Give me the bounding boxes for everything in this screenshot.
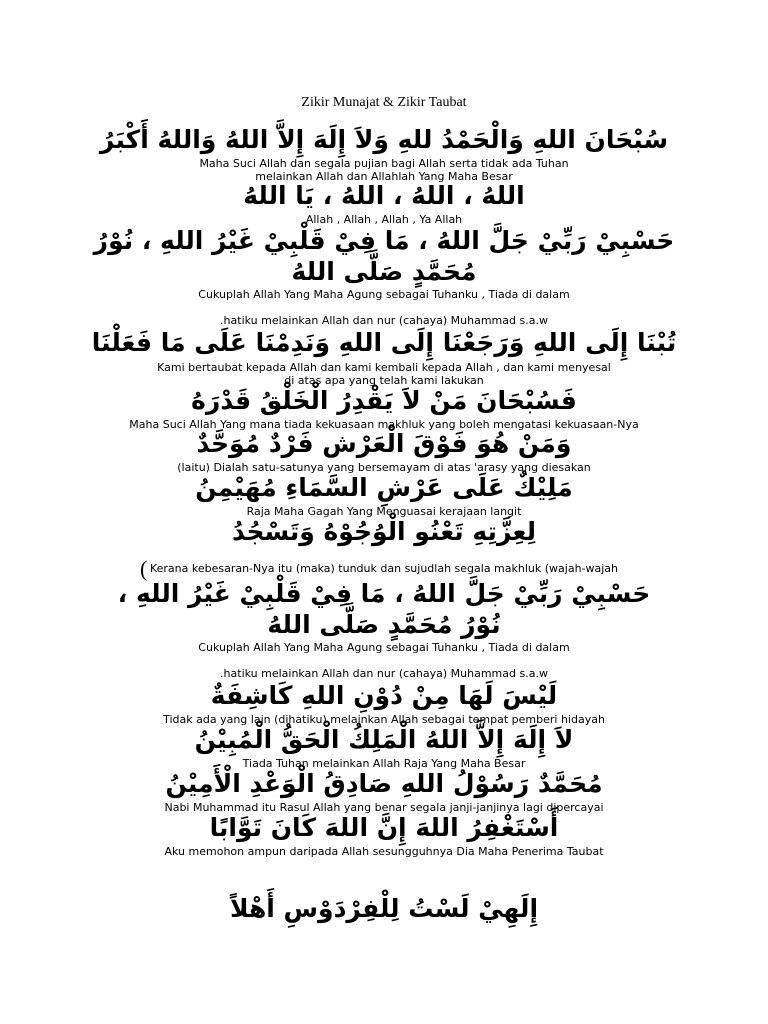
translation-line: Kami bertaubat kepada Allah dan kami kembali kepada Allah , dan kami menyesal — [157, 361, 611, 374]
arabic-line: اللهُ ، اللهُ ، اللهُ ، يَا اللهُ — [243, 181, 525, 210]
translation-line: (laitu) Dialah satu-satunya yang bersemayam di atas 'arasy yang diesakan — [177, 461, 591, 474]
translation-line: Allah , Allah , Allah , Ya Allah — [305, 213, 463, 226]
bracket-mark: ( — [140, 556, 148, 581]
translation-line: .hatiku melainkan Allah dan nur (cahaya) Muhammad s.a.w — [220, 314, 548, 327]
arabic-line: نُوْرُ مُحَمَّدٍ صَلَّى اللهُ — [267, 610, 501, 639]
translation-line: Cukuplah Allah Yang Maha Agung sebagai Tuhanku , Tiada di dalam — [198, 641, 570, 654]
arabic-line: لاَ إِلَهَ إِلاَّ اللهُ الْمَلِكُ الْحَقُّ الْمُبِيْنُ — [194, 725, 574, 754]
translation-line: di atas apa yang telah kami lakukan — [284, 374, 484, 387]
translation-line: .hatiku melainkan Allah dan nur (cahaya) Muhammad s.a.w — [220, 667, 548, 680]
arabic-line: تُبْنَا إِلَى اللهِ وَرَجَعْنَا إِلَى اللهِ وَنَدِمْنَا عَلَى مَا فَعَلْنَا — [91, 328, 677, 357]
translation-line: melainkan Allah dan Allahlah Yang Maha Besar — [255, 170, 513, 183]
document-title: Zikir Munajat & Zikir Taubat — [301, 95, 467, 110]
arabic-line: وَمَنْ هُوَ فَوْقَ الْعَرْش فَرْدٌ مُوَحَّدٌ — [196, 429, 572, 458]
translation-line: Tidak ada yang lain (dihatiku) melainkan Allah sebagai tempat pemberi hidayah — [163, 713, 605, 726]
translation-line: Maha Suci Allah Yang mana tiada kekuasaan makhluk yang boleh mengatasi kekuasaan-Nya — [129, 418, 639, 431]
translation-line: Kerana kebesaran-Nya itu (maka) tunduk dan sujudlah segala makhluk (wajah-wajah — [149, 562, 619, 575]
translation-line: Nabi Muhammad itu Rasul Allah yang benar segala janji-janjinya lagi dipercayai — [164, 801, 604, 814]
arabic-line: مُحَمَّدٍ صَلَّى اللهُ — [291, 257, 477, 286]
arabic-line: أَسْتَغْفِرُ اللهَ إِنَّ اللهَ كَانَ تَوَّابًا — [209, 813, 559, 842]
arabic-line: سُبْحَانَ اللهِ وَالْحَمْدُ للهِ وَلاَ إِلَهَ إِلاَّ اللهُ وَاللهُ أَكْبَرُ — [99, 125, 669, 154]
translation-line: Raja Maha Gagah Yang Menguasai kerajaan langit — [246, 505, 522, 518]
arabic-line: لَيْسَ لَهَا مِنْ دُوْنِ اللهِ كَاشِفَةٌ — [210, 681, 558, 710]
arabic-line: حَسْبِيْ رَبِّيْ جَلَّ اللهُ ، مَا فِيْ قَلْبِيْ غَيْرُ اللهِ ، — [117, 579, 651, 608]
arabic-line: إِلَهِيْ لَسْتُ لِلْفِرْدَوْسِ أَهْلاً — [229, 894, 539, 923]
arabic-line: لِعِزَّتِهِ تَعْنُو الْوُجُوْهُ وَتَسْجُدُ — [232, 517, 536, 546]
translation-line: Tiada Tuhan melainkan Allah Raja Yang Maha Besar — [242, 757, 526, 770]
arabic-line: فَسُبْحَانَ مَنْ لاَ يَقْدِرُ الْخَلْقُ قَدْرَهُ — [191, 386, 577, 415]
translation-line: Aku memohon ampun daripada Allah sesungguhnya Dia Maha Penerima Taubat — [164, 845, 604, 858]
translation-line: Maha Suci Allah dan segala pujian bagi Allah serta tidak ada Tuhan — [199, 157, 569, 170]
arabic-line: مُحَمَّدٌ رَسُوْلُ اللهِ صَادِقُ الْوَعْدِ الْأَمِيْنُ — [165, 769, 603, 798]
arabic-line: حَسْبِيْ رَبِّيْ جَلَّ اللهُ ، مَا فِيْ قَلْبِيْ غَيْرُ اللهِ ، نُوْرُ — [93, 226, 675, 255]
translation-line: Cukuplah Allah Yang Maha Agung sebagai Tuhanku , Tiada di dalam — [198, 288, 570, 301]
arabic-line: مَلِيْكٌ عَلَى عَرْشِ السَّمَاءِ مُهَيْمِنُ — [195, 473, 573, 502]
